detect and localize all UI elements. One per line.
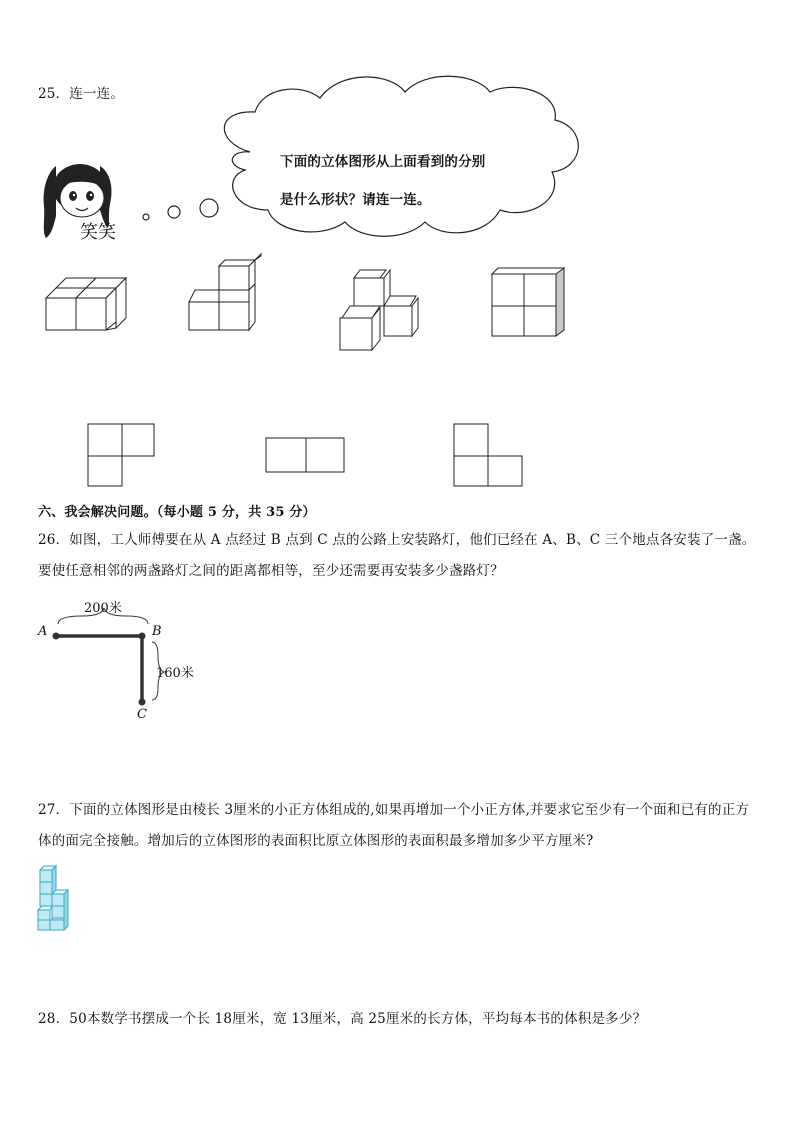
- question-26-line2: 要使任意相邻的两盏路灯之间的距离都相等，至少还需要再安装多少盏路灯？: [38, 563, 504, 579]
- question-27-line1: 27．下面的立体图形是由棱长 3厘米的小正方体组成的,如果再增加一个小正方体,并要求它至少有一个面和已有的正方: [38, 802, 750, 818]
- question-27-line2: 体的面完全接触。增加后的立体图形的表面积比原立体图形的表面积最多增加多少平方厘米?: [38, 833, 594, 849]
- bc-length-label: 160米: [156, 666, 194, 681]
- section-6-heading: 六、我会解决问题。（每小题 5 分，共 35 分）: [38, 505, 316, 520]
- top-view-shape-3: [452, 422, 532, 492]
- point-c-label: C: [137, 707, 147, 722]
- blue-cube-stack: [36, 862, 86, 934]
- solid-figure-3: [336, 266, 436, 356]
- question-26-line1: 26．如图，工人师傅要在从 A 点经过 B 点到 C 点的公路上安装路灯，他们已经在 A、B、C 三个地点各安装了一盏。: [38, 532, 756, 548]
- point-b-label: B: [152, 624, 162, 639]
- question-28-line1: 28．50本数学书摆成一个长 18厘米，宽 13厘米，高 25厘米的长方体，平均每本书的体积是多少？: [38, 1011, 647, 1027]
- thought-bubble: [0, 0, 794, 260]
- solid-figure-4: [490, 266, 570, 342]
- question-25-title: 25．连一连。: [38, 86, 125, 102]
- top-view-shape-2: [264, 436, 354, 476]
- solid-figure-2: [185, 256, 275, 336]
- ab-length-label: 200米: [84, 601, 122, 616]
- solid-figure-1: [40, 272, 140, 342]
- road-diagram: [36, 594, 216, 724]
- bubble-text-line1: 下面的立体图形从上面看到的分别: [280, 154, 486, 170]
- top-view-shape-1: [86, 422, 166, 492]
- character-label: 笑笑: [80, 222, 116, 243]
- bubble-text-line2: 是什么形状？请连一连。: [280, 192, 431, 208]
- point-a-label: A: [38, 624, 48, 639]
